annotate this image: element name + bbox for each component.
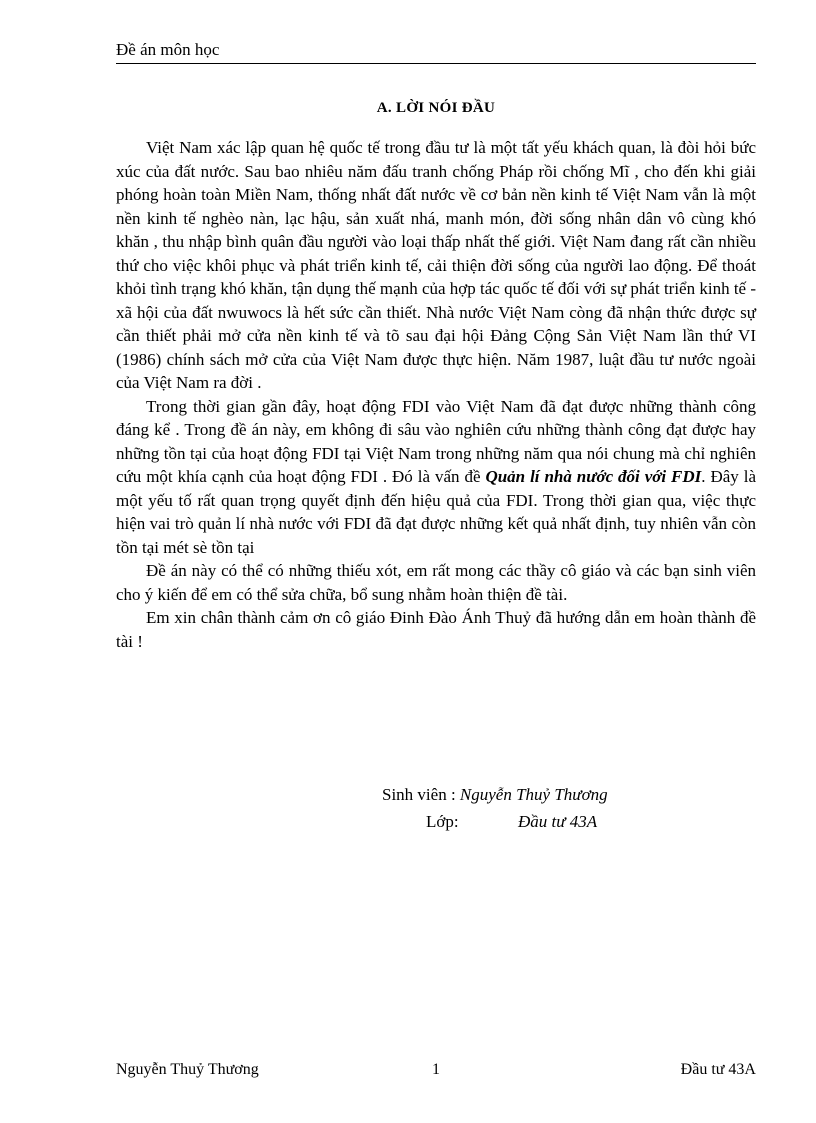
footer-class: Đầu tư 43A — [680, 1061, 756, 1078]
page-number: 1 — [431, 1061, 440, 1078]
paragraph-2 — [116, 395, 756, 560]
signature-block — [382, 781, 756, 835]
student-name: Nguyễn Thuỷ Thương — [459, 785, 608, 804]
class-label: Lớp: — [426, 812, 459, 831]
paragraph-4: Em xin chân thành cảm ơn cô giáo Đinh Đào Ánh Thuỷ đã hướng dẫn em hoàn thành đề tài ! — [116, 608, 756, 651]
page-header — [116, 40, 756, 64]
section-title: A. LỜI NÓI ĐẦU — [376, 100, 496, 116]
class-row — [382, 808, 756, 835]
header-text: Đề án môn học — [116, 40, 220, 59]
paragraph-1: Việt Nam xác lập quan hệ quốc tế trong đầu tư là một tất yếu khách quan, là đòi hỏi bức xúc của đất nước. Sau bao nhiêu năm đấu tranh chống Pháp rồi chống Mĩ , cho đến khi giải phóng hoàn toàn Miền Nam, thống nhất đất nước về cơ bản nền kinh tế Việt Nam vẫn là một nền kinh tế nghèo nàn, lạc hậu, sản xuất nhá, manh món, đời sống nhân dân vô cùng khó khăn , thu nhập bình quân đầu người vào loại thấp nhất thế giới. Việt Nam đang rất cần nhiều thứ cho việc khôi phục và phát triển kinh tế, cải thiện đời sống của người lao động. Để thoát khỏi tình trạng khó khăn, tận dụng thế mạnh của hợp tác quốc tế đối với sự phát triển kinh tế - xã hội của đất nwuwocs là hết sức cần thiết. Nhà nước Việt Nam còng đã nhận thức được sự cần thiết phải mở cửa nền kinh tế và tõ sau đại hội Đảng Cộng Sản Việt Nam lần thứ VI (1986) chính sách mở cửa của Việt Nam được thực hiện. Năm 1987, luật đầu tư nước ngoài của Việt Nam ra đời . — [116, 138, 756, 392]
paragraph-2-part-1: Trong thời gian gần đây, hoạt động FDI vào Việt Nam đã đạt được những thành công đáng kể . Trong đề án này, em không đi sâu vào nghiên cứu những thành công đạt được hay những tồn tại của hoạt động FDI tại Việt Nam trong những năm qua nói chung mà chỉ nghiên cứu một khía cạnh của hoạt động FDI . Đó là vấn đề — [116, 396, 756, 486]
paragraph-2-emphasis: Quản lí nhà nước đối với FDI — [485, 467, 702, 486]
footer-author: Nguyễn Thuỷ Thương — [116, 1061, 259, 1078]
student-label: Sinh viên : — [382, 785, 460, 804]
page-footer — [116, 1061, 756, 1079]
document-body — [116, 136, 756, 653]
paragraph-3: Đề án này có thể có những thiếu xót, em rất mong các thầy cô giáo và các bạn sinh viên cho ý kiến để em có thể sửa chữa, bổ sung nhằm hoàn thiện đề tài. — [116, 561, 756, 604]
paragraph-2-part-2: . Đây là một yếu tố rất quan trọng quyết định đến hiệu quả của FDI. Trong thời gian qua, việc thực hiện vai trò quản lí nhà nước với FDI đã đạt được những kết quả nhất định, tuy nhiên vẫn còn tồn tại mét sè tồn tại — [116, 467, 757, 557]
student-row — [382, 781, 756, 808]
class-value: Đầu tư 43A — [518, 812, 598, 831]
